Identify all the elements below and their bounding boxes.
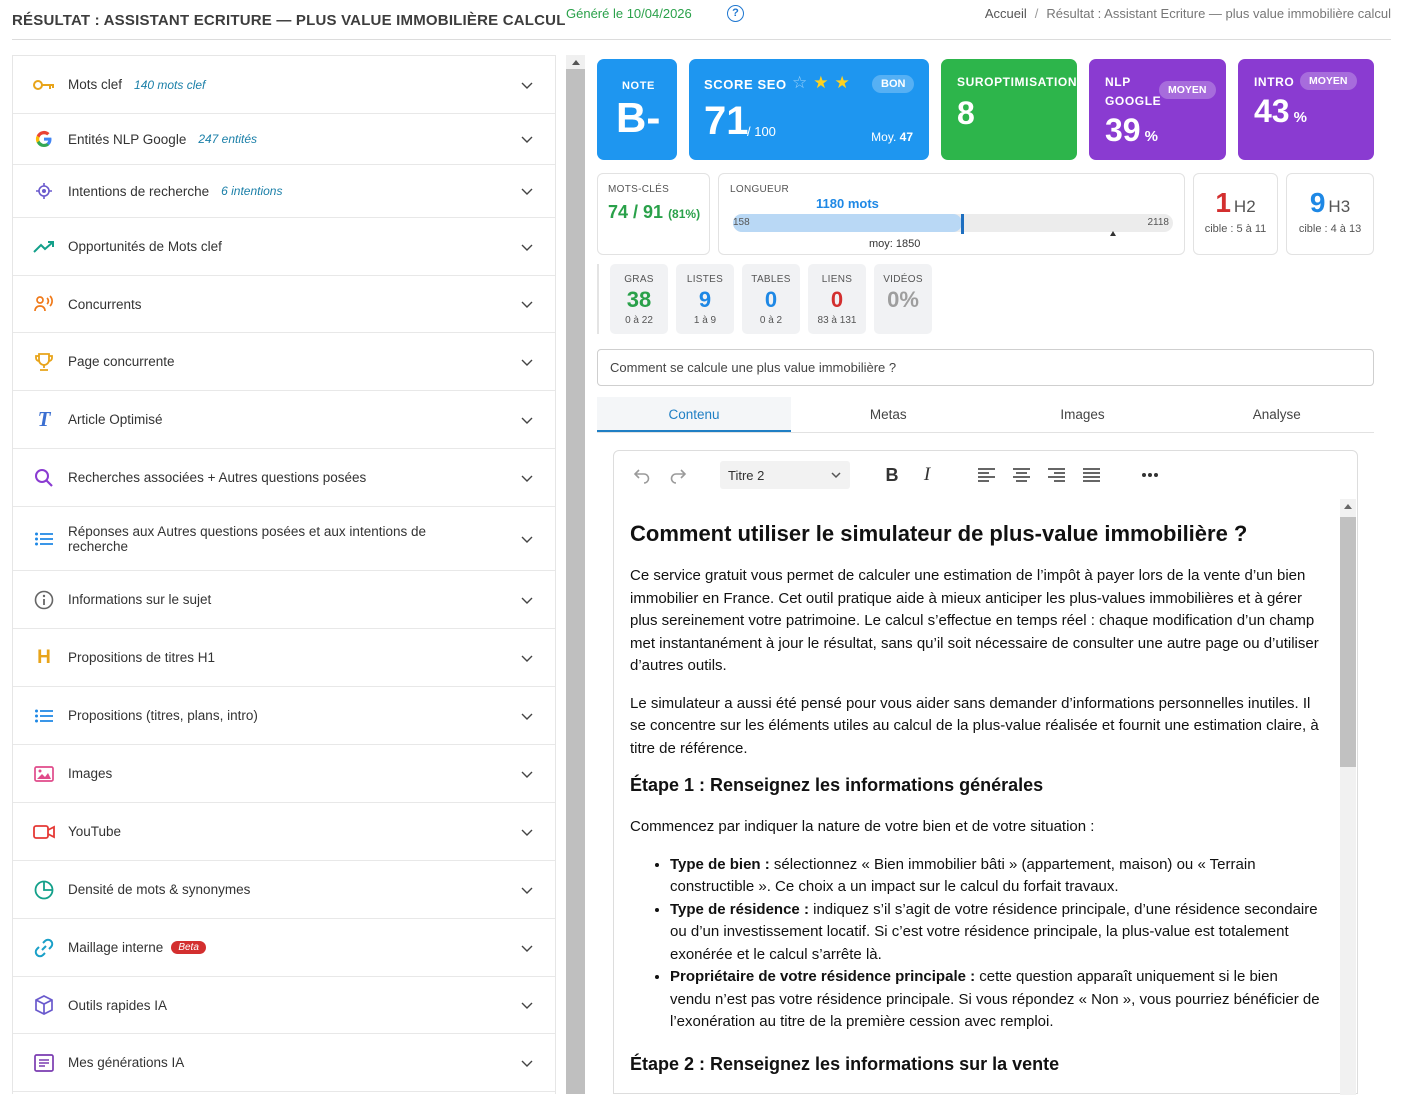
sidebar-item-label: Images [68, 766, 113, 781]
beta-badge: Beta [171, 941, 206, 954]
list-item [670, 854, 1322, 899]
target-icon [33, 180, 55, 202]
chevron-down-icon [521, 472, 533, 484]
sidebar-item[interactable] [13, 803, 555, 861]
length-current-marker [961, 214, 964, 234]
breadcrumb [985, 6, 1391, 21]
sidebar-item-label: Entités NLP Google [68, 131, 187, 147]
image-icon [33, 763, 55, 785]
length-min: 158 [733, 217, 750, 228]
sidebar-item[interactable] [13, 56, 555, 114]
chevron-down-icon [521, 298, 533, 310]
sidebar-item[interactable] [13, 276, 555, 333]
keywords-count: 74 / 91 [608, 202, 664, 222]
document-icon [33, 1052, 55, 1074]
star-empty-icon: ☆ [792, 73, 814, 92]
suropt-label: SUROPTIMISATION [957, 75, 1077, 89]
nlp-value [1105, 112, 1158, 149]
mini-stat-range: 83 à 131 [817, 315, 857, 326]
mini-stat [874, 264, 932, 334]
mini-stat [808, 264, 866, 334]
sidebar-item[interactable] [13, 571, 555, 629]
content-h2: Étape 2 : Renseignez les informations sur la vente [630, 1053, 1060, 1074]
generated-date: Généré le 10/04/2026 [566, 6, 692, 21]
tab-images[interactable]: Images [1060, 407, 1105, 422]
chevron-down-icon [521, 79, 533, 91]
chevron-down-icon [521, 999, 533, 1011]
sidebar-item-count: 140 mots clef [134, 77, 206, 92]
star-rating [792, 73, 856, 93]
cube-icon [33, 994, 55, 1016]
info-icon [33, 589, 55, 611]
main-question-input[interactable]: Comment se calcule une plus value immobilière ? [597, 349, 1374, 386]
nlp-label [1105, 73, 1161, 111]
align-justify-icon[interactable] [1081, 465, 1101, 485]
list-icon [33, 528, 55, 550]
nlp-label-line1: NLP [1105, 75, 1131, 89]
users-icon [33, 293, 55, 315]
h3-tag: H3 [1328, 197, 1351, 216]
content-h2: Étape 1 : Renseignez les informations générales [630, 775, 1044, 795]
tab-metas[interactable]: Metas [869, 407, 907, 422]
length-bar [733, 214, 1173, 232]
length-label: LONGUEUR [730, 184, 790, 195]
chevron-down-icon [521, 652, 533, 664]
mini-stat-label: LISTES [686, 274, 724, 285]
sidebar-item[interactable] [13, 919, 555, 977]
star-filled-icon: ★ [834, 73, 856, 92]
chevron-down-icon [521, 533, 533, 545]
card-note [597, 59, 677, 160]
editor-scrollbar[interactable] [1340, 499, 1356, 1095]
mini-stat-label: LIENS [821, 274, 853, 285]
italic-icon[interactable]: I [923, 464, 931, 485]
sidebar-item[interactable] [13, 1034, 555, 1092]
align-right-icon[interactable] [1046, 465, 1066, 485]
sidebar-item[interactable] [13, 333, 555, 391]
intro-label: INTRO [1254, 75, 1295, 89]
chevron-down-icon [521, 356, 533, 368]
sidebar-item-label: Outils rapides IA [68, 997, 168, 1013]
list-item-bold: Type de bien : [670, 855, 770, 873]
seo-average [871, 130, 913, 144]
page-header [0, 0, 1408, 40]
content-h1: Comment utiliser le simulateur de plus-value immobilière ? [630, 521, 1248, 546]
mini-stat-label: TABLES [751, 274, 791, 285]
length-max: 2118 [1147, 217, 1169, 228]
mini-stat-range: 0 à 22 [625, 315, 653, 326]
h2-count: 1 [1215, 187, 1231, 218]
sidebar-item[interactable] [13, 861, 555, 919]
link-icon [33, 937, 55, 959]
intro-value [1254, 93, 1307, 130]
suropt-value: 8 [957, 95, 975, 131]
scroll-up-arrow-icon[interactable] [566, 55, 585, 69]
mini-stat-label: GRAS [624, 274, 654, 285]
intro-badge: MOYEN [1300, 72, 1357, 90]
align-center-icon[interactable] [1011, 465, 1031, 485]
editor-toolbar [614, 451, 1357, 499]
scrollbar[interactable] [566, 55, 585, 1094]
sidebar-item-label: Mots clef [68, 77, 123, 92]
chevron-down-icon [521, 594, 533, 606]
nlp-unit: % [1144, 128, 1158, 145]
help-icon[interactable]: ? [727, 5, 744, 22]
h2-target: cible : 5 à 11 [1204, 223, 1267, 235]
length-average: moy: 1850 [869, 238, 921, 250]
sidebar-item-label: Opportunités de Mots clef [68, 239, 222, 254]
sidebar-item-label: Densité de mots & synonymes [68, 882, 251, 897]
mini-stat [676, 264, 734, 334]
nlp-number: 39 [1105, 112, 1141, 148]
list-item-text: sélectionnez « Bien immobilier bâti » (appartement, maison) ou « Terrain constructible ». Ce choix a un impact sur le calcul du forfait travaux. [670, 855, 1256, 895]
google-icon [33, 128, 55, 150]
sidebar-item-label: Page concurrente [68, 354, 175, 369]
mini-stat-range: 0 à 2 [759, 315, 783, 326]
redo-icon[interactable] [668, 465, 688, 485]
mini-stat-range: 1 à 9 [693, 315, 717, 326]
breadcrumb-separator: / [1034, 6, 1039, 21]
card-suroptimisation [941, 59, 1077, 160]
sidebar-item-label: YouTube [68, 824, 122, 839]
sidebar-item[interactable] [13, 165, 555, 218]
sidebar-item-count: 247 entités [198, 132, 258, 146]
card-seo-score [689, 59, 929, 160]
mini-stat [610, 264, 668, 334]
content-paragraph: Ce service gratuit vous permet de calculer une estimation de l’impôt à payer lors de la vente d’un bien immobilier en France. Cet outil pratique aide à mieux anticiper les plus-values immobilières et à gérer plus sereinement votre patrimoine. Le calcul s’effectue en temps réel : chaque modification d’un champ met instantanément à jour le résultat, sans qu’il soit nécessaire de consulter une autre page ou d’utiliser d’autres outils. [630, 567, 1319, 674]
h3-count: 9 [1309, 187, 1326, 218]
sidebar-item[interactable] [13, 745, 555, 803]
card-intro [1238, 59, 1374, 160]
chevron-down-icon [521, 884, 533, 896]
sidebar-item-label: Maillage interne [68, 940, 164, 955]
editor-tabs [597, 397, 1374, 433]
length-current: 1180 mots [816, 196, 879, 211]
intro-number: 43 [1254, 93, 1290, 129]
search-icon [33, 467, 55, 489]
h3-target: cible : 4 à 13 [1298, 223, 1362, 235]
sidebar-item[interactable] [13, 687, 555, 745]
list-icon [33, 705, 55, 727]
note-label: NOTE [622, 80, 655, 92]
keywords-value [608, 202, 700, 223]
mini-stat-value: 0 [830, 287, 844, 312]
chevron-down-icon [521, 414, 533, 426]
chevron-down-icon [521, 942, 533, 954]
mini-stat-value: 9 [698, 287, 712, 312]
sidebar-item-label: Article Optimisé [68, 412, 163, 427]
mini-stat-value: 0% [887, 287, 919, 312]
block-format-value: Titre 2 [728, 468, 765, 483]
nlp-badge: MOYEN [1159, 81, 1216, 99]
breadcrumb-home[interactable]: Accueil [984, 6, 1027, 21]
sidebar-item-count: 6 intentions [221, 184, 283, 198]
tab-contenu[interactable]: Contenu [597, 397, 791, 432]
sidebar-item-label: Concurrents [68, 296, 142, 312]
list-item [670, 966, 1322, 1034]
sidebar-item[interactable] [13, 629, 555, 687]
editor-content[interactable] [615, 507, 1340, 1095]
list-item-bold: Propriétaire de votre résidence principale : [670, 968, 976, 985]
h3-value-row [1287, 187, 1373, 219]
undo-icon[interactable] [632, 465, 652, 485]
tab-analyse[interactable]: Analyse [1252, 407, 1301, 422]
sidebar-item[interactable] [13, 114, 555, 165]
mini-stat [742, 264, 800, 334]
list-item-text: indiquez s’il s’agit de votre résidence principale, d’une résidence secondaire ou d’un investissement locatif. Si c’est votre résidence principale, la plus-value est totalement exonérée et le calcul s’arrête là. [670, 900, 1318, 963]
page-title: RÉSULTAT : ASSISTANT ECRITURE — PLUS VALUE IMMOBILIÈRE CALCUL [12, 12, 566, 29]
key-icon [33, 74, 55, 96]
pie-chart-icon [33, 879, 55, 901]
align-left-icon[interactable] [976, 465, 996, 485]
h2-value-row [1194, 187, 1277, 219]
length-stat [718, 173, 1185, 255]
chevron-down-icon [521, 710, 533, 722]
sidebar-item[interactable] [13, 391, 555, 449]
h2-stat [1193, 173, 1278, 255]
chevron-down-icon [521, 768, 533, 780]
star-filled-icon: ★ [813, 73, 835, 92]
sidebar-item[interactable] [13, 977, 555, 1034]
mini-stat-value: 38 [626, 287, 652, 312]
sidebar-item-label: Réponses aux Autres questions posées et aux intentions de recherche [68, 523, 426, 554]
rich-text-editor [613, 450, 1358, 1094]
sidebar-item-label: Informations sur le sujet [68, 592, 212, 607]
chevron-down-icon [521, 241, 533, 253]
chevron-down-icon [830, 469, 842, 481]
sidebar-item[interactable] [13, 218, 555, 276]
chevron-down-icon [521, 1057, 533, 1069]
sidebar-item-label: Propositions de titres H1 [68, 650, 216, 665]
trending-up-icon [33, 236, 55, 258]
seo-max: / 100 [747, 124, 776, 139]
block-format-select[interactable] [720, 461, 850, 489]
editor-scroll-thumb[interactable] [1340, 517, 1356, 767]
sidebar-item[interactable] [13, 449, 555, 507]
card-nlp-google [1089, 59, 1226, 160]
seo-label: SCORE SEO [704, 77, 787, 92]
chevron-down-icon [521, 826, 533, 838]
content-paragraph: Le simulateur a aussi été pensé pour vous aider sans demander d’informations personnelles inutiles. Il se concentre sur les éléments utiles au calcul de la plus-value réalisée et fournit une estimation claire, à titre de référence. [630, 694, 1319, 757]
mini-stats-divider [597, 264, 599, 334]
h2-tag: H2 [1233, 197, 1256, 216]
sidebar-item-label: Mes générations IA [68, 1055, 185, 1070]
more-options-icon[interactable] [1140, 465, 1160, 485]
bold-icon[interactable]: B [885, 464, 899, 485]
text-t-icon: T [37, 407, 51, 431]
mini-stat-label: VIDÉOS [883, 274, 923, 285]
video-icon [33, 821, 55, 843]
sidebar-item[interactable] [13, 507, 555, 571]
nlp-label-line2: GOOGLE [1105, 94, 1162, 108]
keywords-label: MOTS-CLÉS [608, 184, 670, 195]
scroll-up-arrow-icon[interactable] [1344, 504, 1352, 509]
header-divider [12, 39, 1391, 40]
content-paragraph: Commencez par indiquer la nature de votre bien et de votre situation : [630, 818, 1095, 835]
length-average-marker [1110, 231, 1116, 236]
list-item [670, 899, 1322, 967]
list-item-bold: Type de résidence : [670, 900, 809, 918]
trophy-icon [33, 351, 55, 373]
keywords-pct: (81%) [668, 207, 701, 221]
seo-average-value: 47 [899, 130, 913, 144]
length-bar-fill [733, 214, 962, 232]
keywords-stat [597, 173, 710, 255]
sidebar-item-label: Recherches associées + Autres questions posées [68, 470, 367, 485]
sidebar-accordion [12, 55, 556, 1094]
chevron-down-icon [521, 185, 533, 197]
list-item-text: cette question apparaît uniquement si le bien vendu n’est pas votre résidence principale. Si vous répondez « Non », vous pourriez bénéficier de l’exonération au titre de la première cession avec remploi. [670, 968, 1320, 1030]
note-value: B- [616, 94, 661, 141]
sidebar-item-label: Intentions de recherche [68, 183, 210, 199]
chevron-down-icon [521, 133, 533, 145]
content-list [670, 854, 1322, 1034]
seo-badge: BON [872, 75, 914, 93]
mini-stat-value: 0 [764, 287, 778, 312]
sidebar-item-label: Propositions (titres, plans, intro) [68, 708, 258, 723]
seo-average-label: Moy. [871, 130, 897, 144]
h-letter-icon: H [37, 646, 51, 668]
intro-unit: % [1293, 109, 1307, 126]
breadcrumb-current: Résultat : Assistant Ecriture — plus value immobilière calcul [1046, 6, 1391, 21]
h3-stat [1286, 173, 1374, 255]
seo-value: 71 [704, 99, 749, 143]
